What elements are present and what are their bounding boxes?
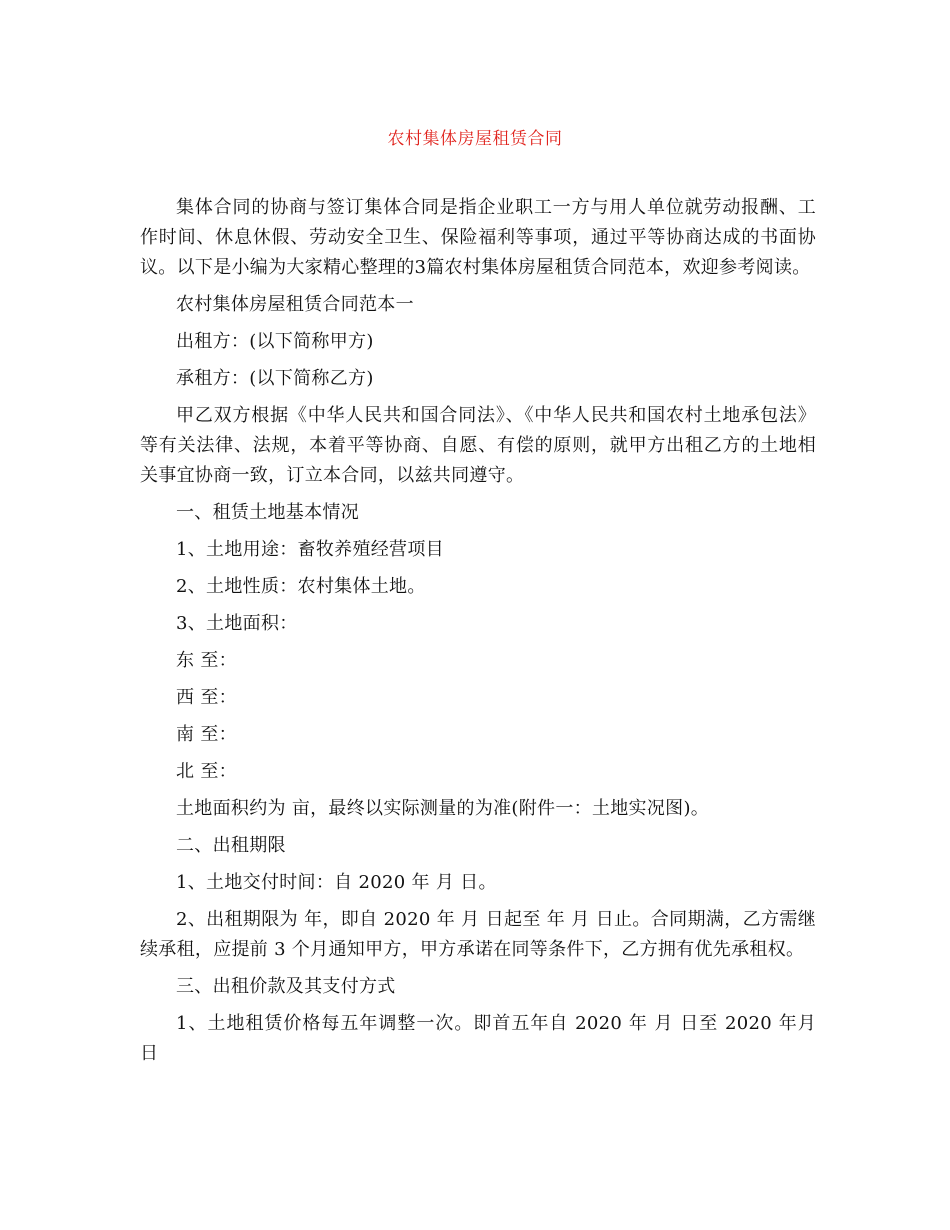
boundary-west: 西 至： [176, 687, 237, 708]
section-heading-1: 一、租赁土地基本情况 [176, 502, 359, 523]
boundary-north: 北 至： [176, 761, 237, 782]
section-heading-2: 二、出租期限 [176, 835, 286, 856]
clause-area-note: 土地面积约为 亩，最终以实际测量的为准(附件一：土地实况图)。 [176, 798, 710, 819]
paragraph-template-heading: 农村集体房屋租赁合同范本一 [176, 294, 414, 315]
clause-rent-adjustment: 1、土地租赁价格每五年调整一次。即首五年自 2020 年 月 日至 2020 年月 日 [140, 1013, 816, 1064]
clause-land-nature: 2、土地性质：农村集体土地。 [176, 576, 426, 597]
clause-lease-term: 2、出租期限为 年，即自 2020 年 月 日起至 年 月 日止。合同期满，乙方需继续承租，应提前 3 个月通知甲方，甲方承诺在同等条件下，乙方拥有优先承租权。 [140, 909, 816, 960]
paragraph-lessee: 承租方：(以下简称乙方) [176, 368, 374, 389]
clause-delivery-time: 1、土地交付时间：自 2020 年 月 日。 [176, 872, 497, 893]
paragraph-intro: 集体合同的协商与签订集体合同是指企业职工一方与用人单位就劳动报酬、工作时间、休息休假、劳动安全卫生、保险福利等事项，通过平等协商达成的书面协议。以下是小编为大家精心整理的3篇农村集体房屋租赁合同范本，欢迎参考阅读。 [140, 197, 816, 278]
document-body [140, 193, 816, 1076]
section-heading-3: 三、出租价款及其支付方式 [176, 976, 396, 997]
clause-land-use: 1、土地用途：畜牧养殖经营项目 [176, 539, 444, 560]
clause-land-area: 3、土地面积： [176, 613, 298, 634]
paragraph-lessor: 出租方：(以下简称甲方) [176, 331, 374, 352]
paragraph-preamble: 甲乙双方根据《中华人民共和国合同法》、《中华人民共和国农村土地承包法》等有关法律、法规，本着平等协商、自愿、有偿的原则，就甲方出租乙方的土地相关事宜协商一致，订立本合同，以兹共同遵守。 [140, 405, 816, 486]
boundary-east: 东 至： [176, 650, 237, 671]
boundary-south: 南 至： [176, 724, 237, 745]
document-title: 农村集体房屋租赁合同 [387, 129, 563, 149]
